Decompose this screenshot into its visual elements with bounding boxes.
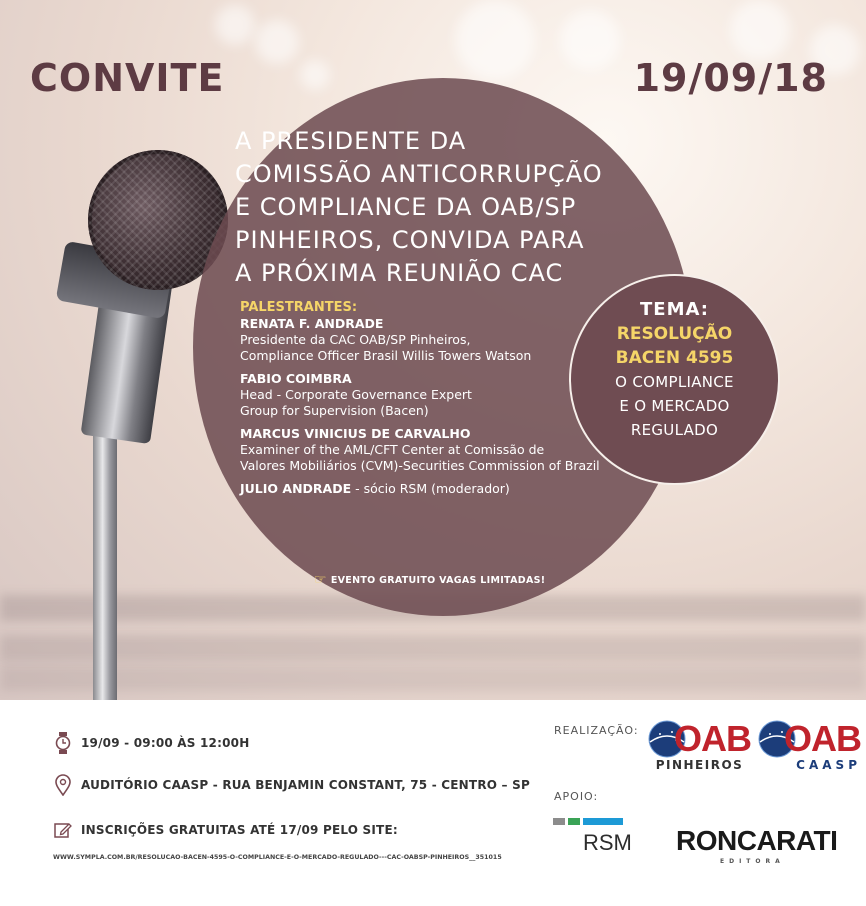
speaker-desc: Group for Supervision (Bacen) <box>240 403 429 418</box>
mic-stand <box>93 420 117 700</box>
location-text: AUDITÓRIO CAASP - RUA BENJAMIN CONSTANT, 75 - CENTRO – SP <box>81 778 530 792</box>
speaker-item <box>240 371 620 419</box>
roncarati-logo: RONCARATI <box>676 825 838 856</box>
speaker-name: FABIO COIMBRA <box>240 371 352 386</box>
oab-caasp-logo <box>758 718 861 772</box>
tema-resolution: RESOLUÇÃO <box>616 324 733 344</box>
oab-pinheiros-sub: PINHEIROS <box>655 758 744 772</box>
speaker-item <box>240 481 620 497</box>
rsm-logo-bars <box>553 818 623 825</box>
speaker-desc: Head - Corporate Governance Expert <box>240 387 472 402</box>
headline-line: A PRESIDENTE DA <box>235 127 467 155</box>
free-event-text: EVENTO GRATUITO VAGAS LIMITADAS! <box>330 574 546 586</box>
tema-sub: E O MERCADO <box>619 397 730 415</box>
speaker-name: JULIO ANDRADE <box>240 481 352 496</box>
event-date: 19/09/18 <box>633 56 828 100</box>
pointing-hand-icon: ☞ <box>314 572 327 588</box>
rsm-logo: RSM <box>583 830 632 855</box>
roncarati-sub: EDITORA <box>720 858 785 865</box>
speaker-desc: Compliance Officer Brasil Willis Towers Watson <box>240 348 532 363</box>
info-location <box>53 775 530 795</box>
free-event-note <box>314 572 545 588</box>
speaker-desc: Presidente da CAC OAB/SP Pinheiros, <box>240 332 471 347</box>
speaker-desc: Examiner of the AML/CFT Center at Comissão de <box>240 442 545 457</box>
time-text: 19/09 - 09:00 ÀS 12:00H <box>81 736 250 750</box>
info-time <box>53 733 249 753</box>
oab-pinheiros-logo <box>648 718 751 772</box>
headline <box>235 125 655 290</box>
speaker-note: - sócio RSM (moderador) <box>351 481 510 496</box>
speaker-item <box>240 426 620 474</box>
speaker-name: MARCUS VINICIUS DE CARVALHO <box>240 426 471 441</box>
speakers-list <box>240 300 620 504</box>
oab-text: OAB <box>784 718 861 759</box>
page-title: CONVITE <box>30 56 225 100</box>
tema-sub: O COMPLIANCE <box>615 373 734 391</box>
oab-text: OAB <box>674 718 751 759</box>
tema-label: TEMA: <box>640 299 709 320</box>
info-registration <box>53 820 398 840</box>
headline-line: E COMPLIANCE DA OAB/SP <box>235 193 577 221</box>
registration-text: INSCRIÇÕES GRATUITAS ATÉ 17/09 PELO SITE: <box>81 823 398 837</box>
headline-line: PINHEIROS, CONVIDA PARA <box>235 226 585 254</box>
headline-line: A PRÓXIMA REUNIÃO CAC <box>235 259 564 287</box>
watch-icon <box>53 733 73 753</box>
headline-line: COMISSÃO ANTICORRUPÇÃO <box>235 160 603 188</box>
location-pin-icon <box>53 775 73 795</box>
oab-caasp-sub: CAASP <box>796 758 861 772</box>
speaker-item <box>240 316 620 364</box>
registration-link[interactable]: WWW.SYMPLA.COM.BR/RESOLUCAO-BACEN-4595-O-COMPLIANCE-E-O-MERCADO-REGULADO---CAC-OABSP-PINHEIROS__351015 <box>53 854 502 861</box>
edit-icon <box>53 820 73 840</box>
tema-sub: REGULADO <box>630 421 719 439</box>
tema-resolution: BACEN 4595 <box>615 348 734 368</box>
tema-block <box>569 298 780 442</box>
realizacao-label: REALIZAÇÃO: <box>554 724 639 737</box>
speaker-name: RENATA F. ANDRADE <box>240 316 384 331</box>
speakers-title: PALESTRANTES: <box>240 300 358 315</box>
speaker-desc: Valores Mobiliários (CVM)-Securities Commission of Brazil <box>240 458 600 473</box>
apoio-label: APOIO: <box>554 790 599 803</box>
